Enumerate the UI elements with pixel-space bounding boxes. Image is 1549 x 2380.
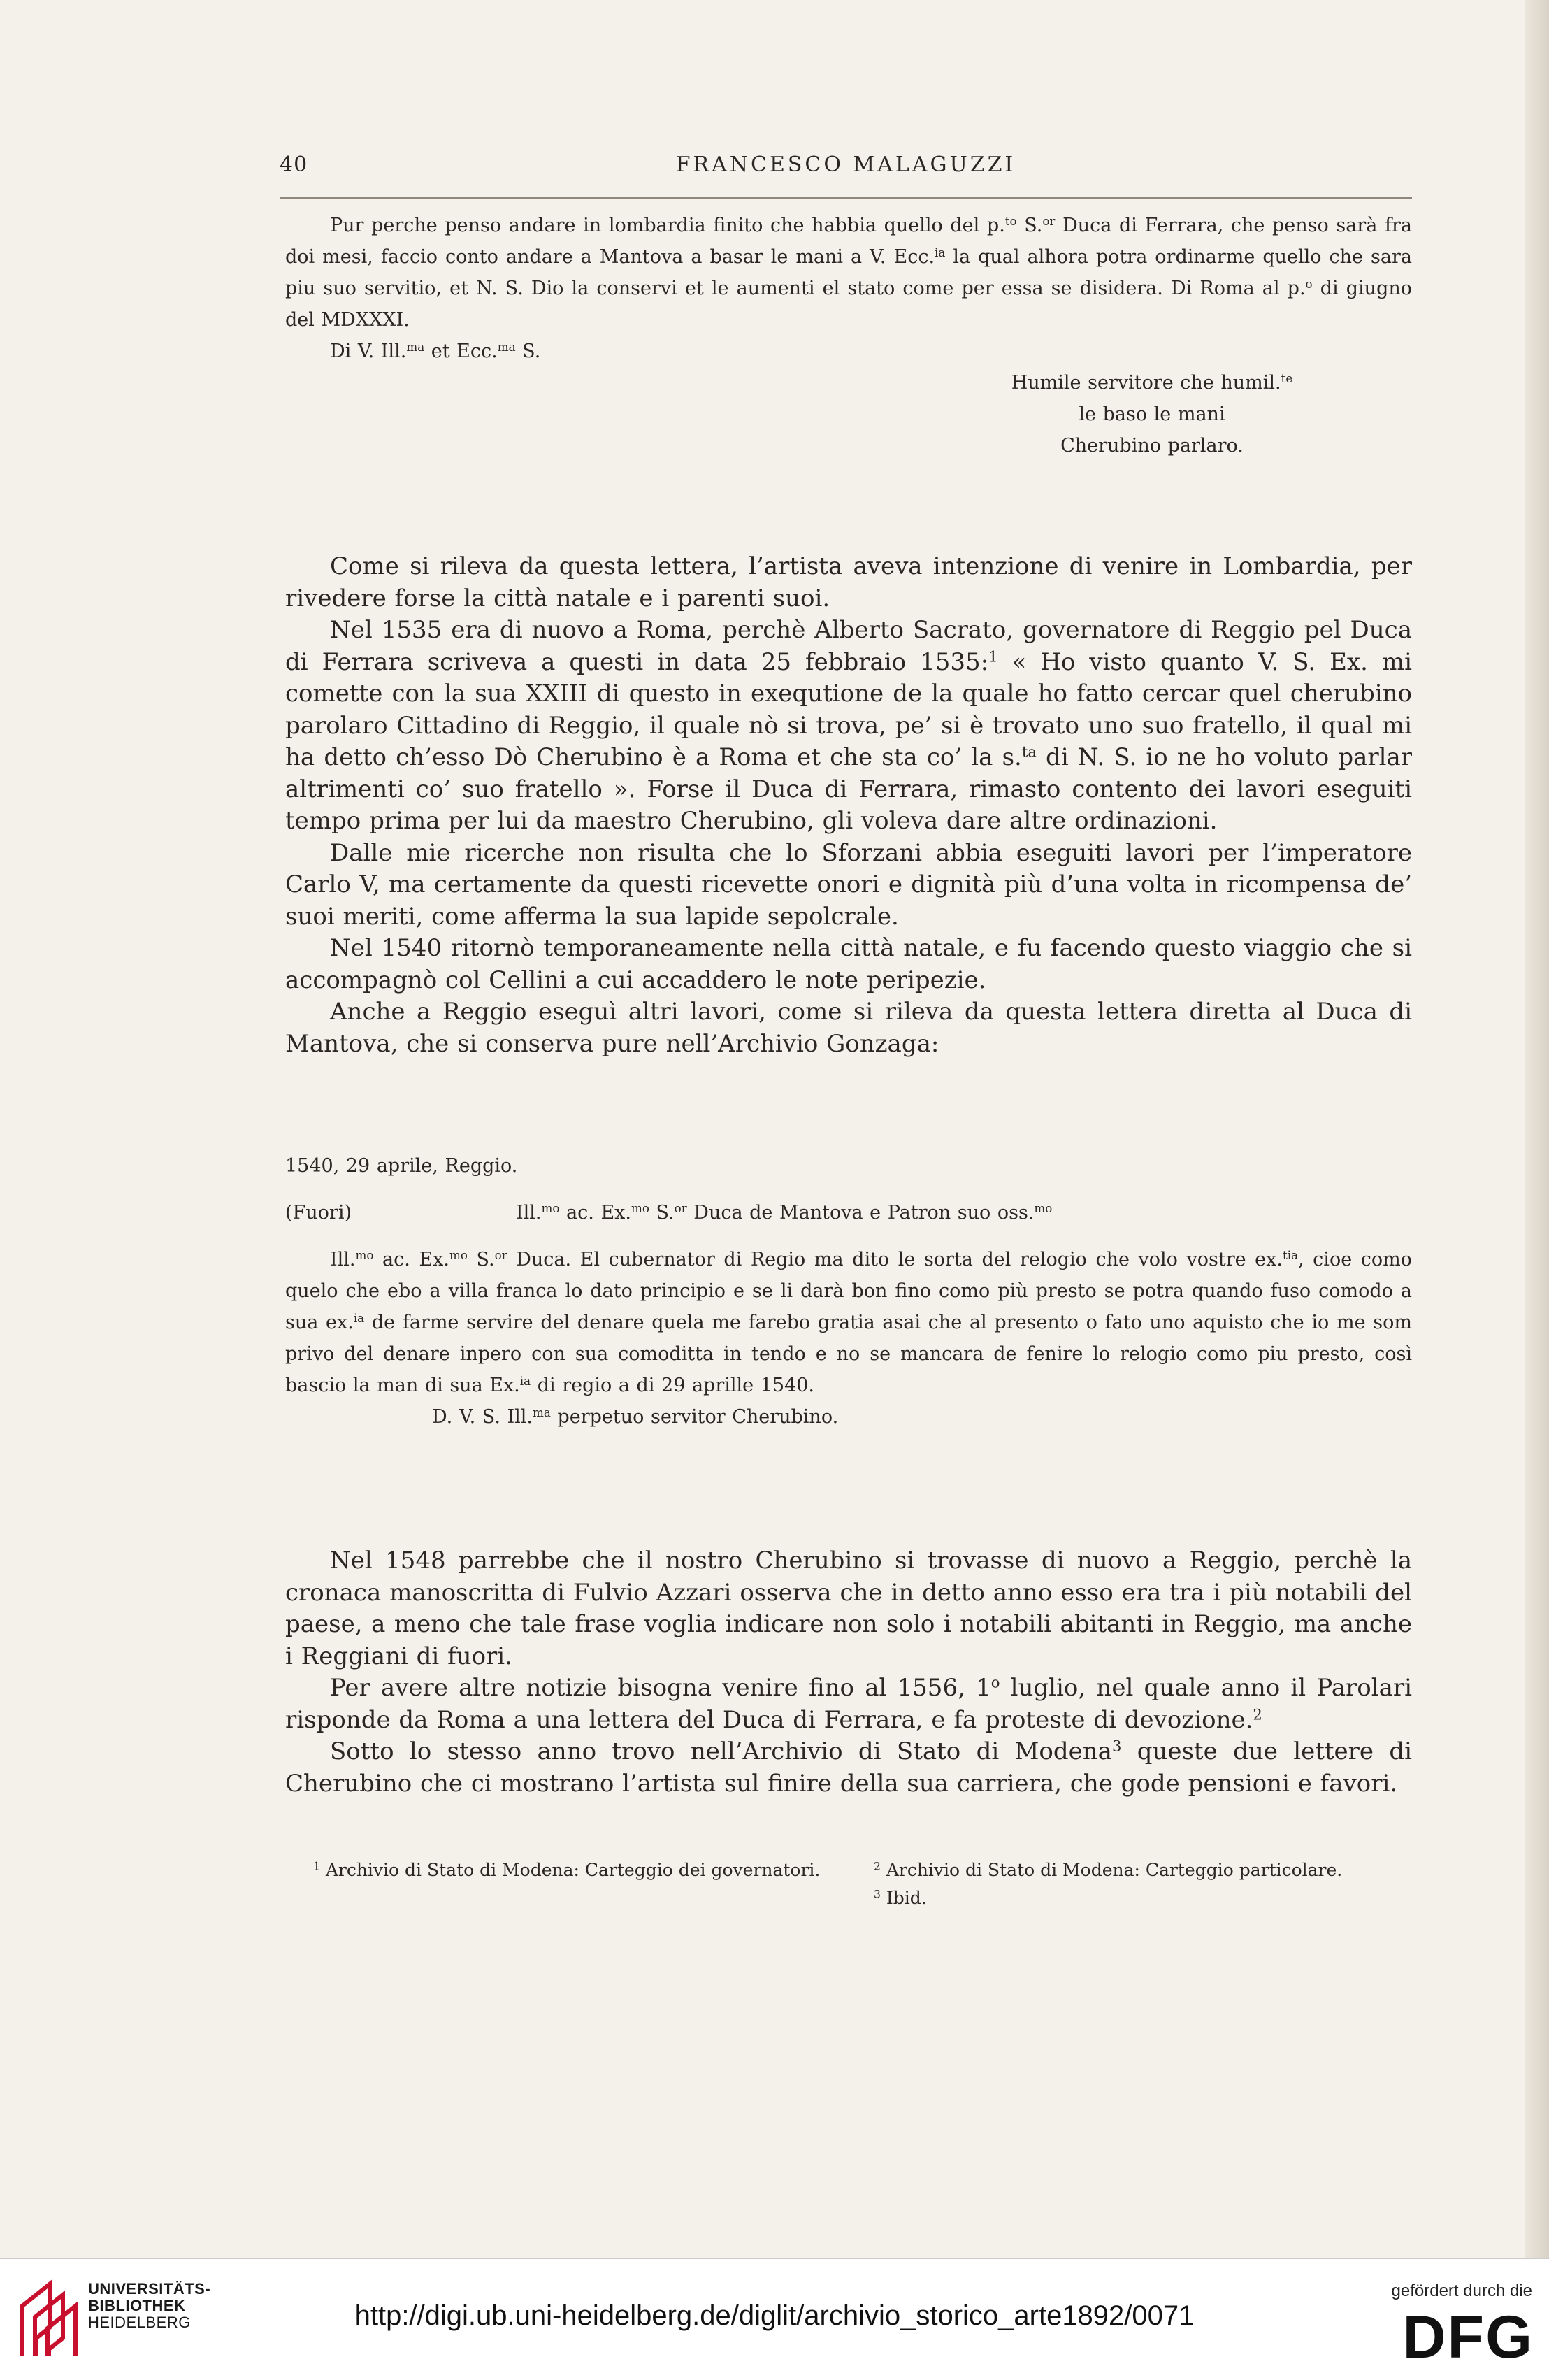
library-name: UNIVERSITÄTS- BIBLIOTHEK HEIDELBERG bbox=[88, 2280, 211, 2331]
paragraph: Nel 1535 era di nuovo a Roma, perchè Alberto Sacrato, governatore di Reggio pel Duca di Ferrara scriveva a questi in data 25 febbraio 1535:$^1$ « Ho visto quanto V. S. Ex. mi comette con la sua XXIII di questo in exequtione de la quale ho fatto cercar quel cherubino parolaro Cittadino di Reggio, il quale nò si trova, pe’ si è trovato uno suo fratello, il qual mi ha detto ch’esso Dò Cherubino è a Roma et che sta co’ la s.$^{ta}$ di N. S. io ne ho voluto parlar altrimenti co’ suo fratello ». Forse il Duca di Ferrara, rimasto contento dei lavori eseguiti tempo prima per lui da maestro Cherubino, gli voleva dare altre ordinazioni. bbox=[285, 616, 1412, 835]
footnote-3: $^3$ Ibid. bbox=[874, 1888, 927, 1908]
footnote-ref: 1 bbox=[988, 647, 998, 665]
body-text-2 bbox=[285, 1545, 1412, 1800]
paragraph: Nel 1540 ritornò temporaneamente nella città natale, e fu facendo questo viaggio che si accompagnò col Cellini a cui accaddero le note peripezie. bbox=[285, 934, 1412, 994]
footnote-ref: 2 bbox=[1253, 1705, 1262, 1723]
letter-2-body: Ill.$^{mo}$ ac. Ex.$^{mo}$ S.$^{or}$ Duca. El cubernator di Regio ma dito le sorta del relogio che volo vostre ex.$^{tia}$, cioe como quelo che ebo a villa franca lo dato principio e se li darà bon fino como più presto se potra quando fuso comodo a sua ex.$^{ia}$ de farme servire del denare quela me farebo gratia asai che al presento o fato uno aquisto che io me som privo del denare inpero con sua comoditta in tendo e no se mancara de fenire lo relogio como piu presto, così bascio la man di sua Ex.$^{ia}$ di regio a di 29 aprille 1540. bbox=[285, 1247, 1412, 1396]
funding-caption: gefördert durch die bbox=[1391, 2281, 1532, 2300]
paragraph: Anche a Reggio eseguì altri lavori, come si rileva da questa lettera diretta al Duca di Mantova, che si conserva pure nell’Archivio Gonzaga: bbox=[285, 998, 1412, 1058]
dfg-logo: DFG bbox=[1402, 2304, 1534, 2371]
letter-1-salutation: Di V. Ill.$^{ma}$ et Ecc.$^{ma}$ S. bbox=[330, 339, 541, 362]
letter-1 bbox=[285, 210, 1412, 461]
body-text-1 bbox=[285, 551, 1412, 1060]
letter-1-signature: Humile servitore che humil.$^{te}$ le baso le mani Cherubino parlaro. bbox=[1011, 371, 1293, 457]
footnote-2: $^2$ Archivio di Stato di Modena: Carteggio particolare. bbox=[874, 1860, 1343, 1880]
paragraph: Sotto lo stesso anno trovo nell’Archivio di Stato di Modena$^3$ queste due lettere di Cherubino che ci mostrano l’artista sul finire della sua carriera, che gode pensioni e favori. bbox=[285, 1737, 1412, 1798]
footnote-ref: 3 bbox=[1111, 1737, 1122, 1755]
running-head bbox=[280, 152, 1412, 187]
letter-2 bbox=[285, 1150, 1412, 1433]
letter-2-address: (Fuori) Ill.$^{mo}$ ac. Ex.$^{mo}$ S.$^{or}$ Duca de Mantova e Patron suo oss.$^{mo}$ bbox=[285, 1200, 1053, 1224]
running-title: FRANCESCO MALAGUZZI bbox=[675, 152, 1016, 177]
letter-2-closing: D. V. S. Ill.$^{ma}$ perpetuo servitor Cherubino. bbox=[432, 1405, 839, 1428]
paragraph: Nel 1548 parrebbe che il nostro Cherubino si trovasse di nuovo a Reggio, perchè la cronaca manoscritta di Fulvio Azzari osserva che in detto anno esso era tra i più notabili del paese, a meno che tale frase voglia indicare non solo i notabili abitanti in Reggio, ma anche i Reggiani di fuori. bbox=[285, 1547, 1412, 1670]
page-edge-shadow bbox=[1525, 0, 1549, 2258]
footnotes-right bbox=[874, 1856, 1412, 1912]
footnote-1: $^1$ Archivio di Stato di Modena: Carteggio dei governatori. bbox=[313, 1860, 821, 1880]
paragraph: Dalle mie ricerche non risulta che lo Sforzani abbia eseguiti lavori per l’imperatore Carlo V, ma certamente da questi ricevette onori e dignità più d’una volta in ricompensa de’ suoi meriti, come afferma la sua lapide sepolcrale. bbox=[285, 838, 1412, 931]
paragraph: Come si rileva da questa lettera, l’artista aveva intenzione di venire in Lombardia, per rivedere forse la città natale e i parenti suoi. bbox=[285, 552, 1412, 612]
footnotes bbox=[285, 1856, 1412, 1912]
page-number: 40 bbox=[280, 152, 308, 177]
permalink-url[interactable]: http://digi.ub.uni-heidelberg.de/diglit/archivio_storico_arte1892/0071 bbox=[354, 2300, 1195, 2331]
paragraph: Per avere altre notizie bisogna venire fino al 1556, 1$^o$ luglio, nel quale anno il Parolari risponde da Roma a una lettera del Duca di Ferrara, e fa proteste di devozione.$^2$ bbox=[285, 1673, 1412, 1734]
header-rule bbox=[280, 197, 1412, 199]
letter-1-body: Pur perche penso andare in lombardia finito che habbia quello del p.$^{to}$ S.$^{or}$ Duca di Ferrara, che penso sarà fra doi mesi, faccio conto andare a Mantova a basar le mani a V. Ecc.$^{ia}$ la qual alhora potra ordinarme quello che sara piu suo servitio, et N. S. Dio la conservi et le aumenti el stato come per essa se disidera. Di Roma al p.$^o$ di giugno del MDXXXI. bbox=[285, 213, 1412, 331]
letter-2-dateline: 1540, 29 aprile, Reggio. bbox=[285, 1155, 518, 1177]
